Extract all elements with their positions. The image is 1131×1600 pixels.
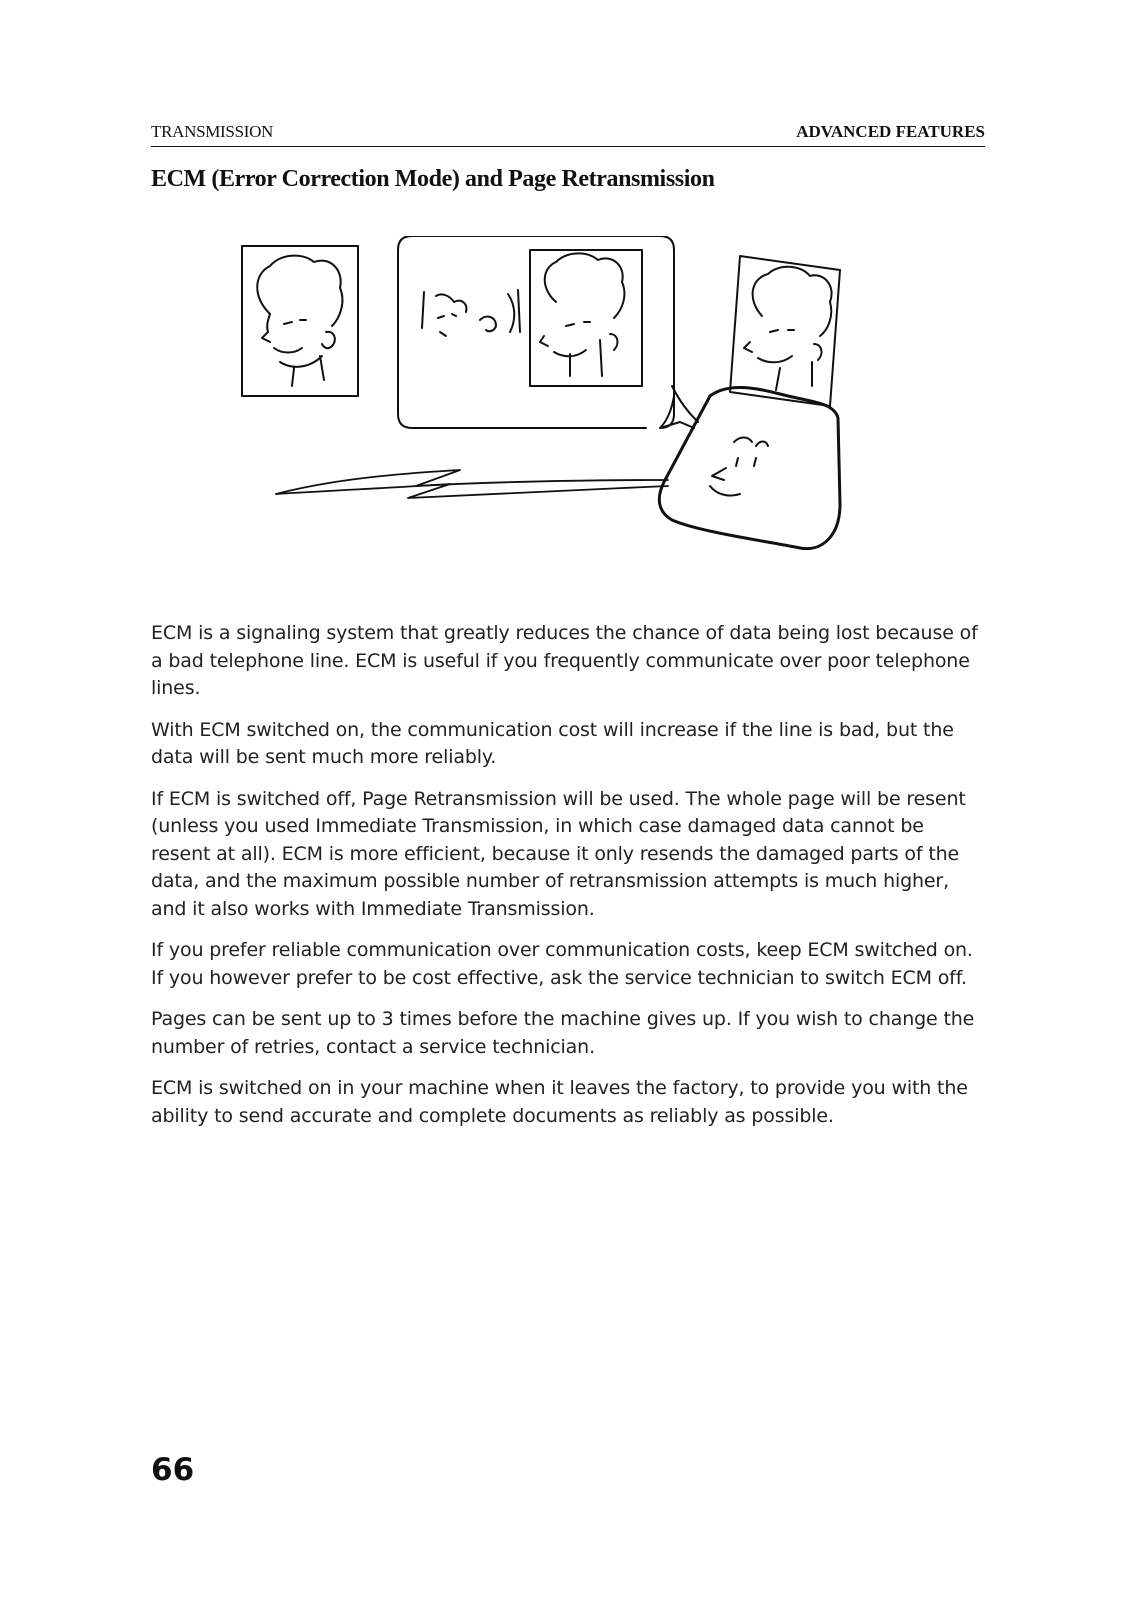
ecm-illustration (240, 236, 860, 566)
fax-machine-character (659, 388, 840, 549)
original-document-picture (242, 246, 358, 396)
running-header (151, 120, 985, 147)
damaged-page-fragment (422, 290, 520, 336)
received-document-picture (730, 256, 840, 406)
body-text (151, 620, 985, 1144)
resent-page-picture (530, 250, 642, 386)
paragraph: Pages can be sent up to 3 times before the machine gives up. If you wish to change the number of retries, contact a service technician. (151, 1008, 975, 1058)
paragraph: If you prefer reliable communication over communication costs, keep ECM switched on. If you however prefer to be cost effective, ask the service technician to switch ECM off. (151, 939, 973, 989)
paragraph: With ECM switched on, the communication cost will increase if the line is bad, but the data will be sent much more reliably. (151, 718, 954, 768)
section-label: TRANSMISSION (151, 122, 274, 141)
paragraph: ECM is a signaling system that greatly reduces the chance of data being lost because of a bad telephone line. ECM is useful if you frequently communicate over poor telephone lines. (151, 622, 978, 699)
page-title: ECM (Error Correction Mode) and Page Retransmission (151, 166, 715, 192)
paragraph: ECM is switched on in your machine when it leaves the factory, to provide you with the ability to send accurate and complete documents as reliably as possible. (151, 1077, 968, 1127)
chapter-label: ADVANCED FEATURES (796, 122, 985, 141)
fax-machine-face (710, 438, 768, 496)
transmission-bolt (276, 470, 668, 498)
page-number: 66 (151, 1452, 195, 1488)
paragraph: If ECM is switched off, Page Retransmission will be used. The whole page will be resent (unless you used Immediate Transmission, in which case damaged data cannot be resent at all). ECM is more efficient, because it only resends the damaged parts of the data, and the maximum possible number of retransmission attempts is much higher, and it also works with Immediate Transmission. (151, 787, 966, 920)
speech-bubble (398, 236, 698, 428)
